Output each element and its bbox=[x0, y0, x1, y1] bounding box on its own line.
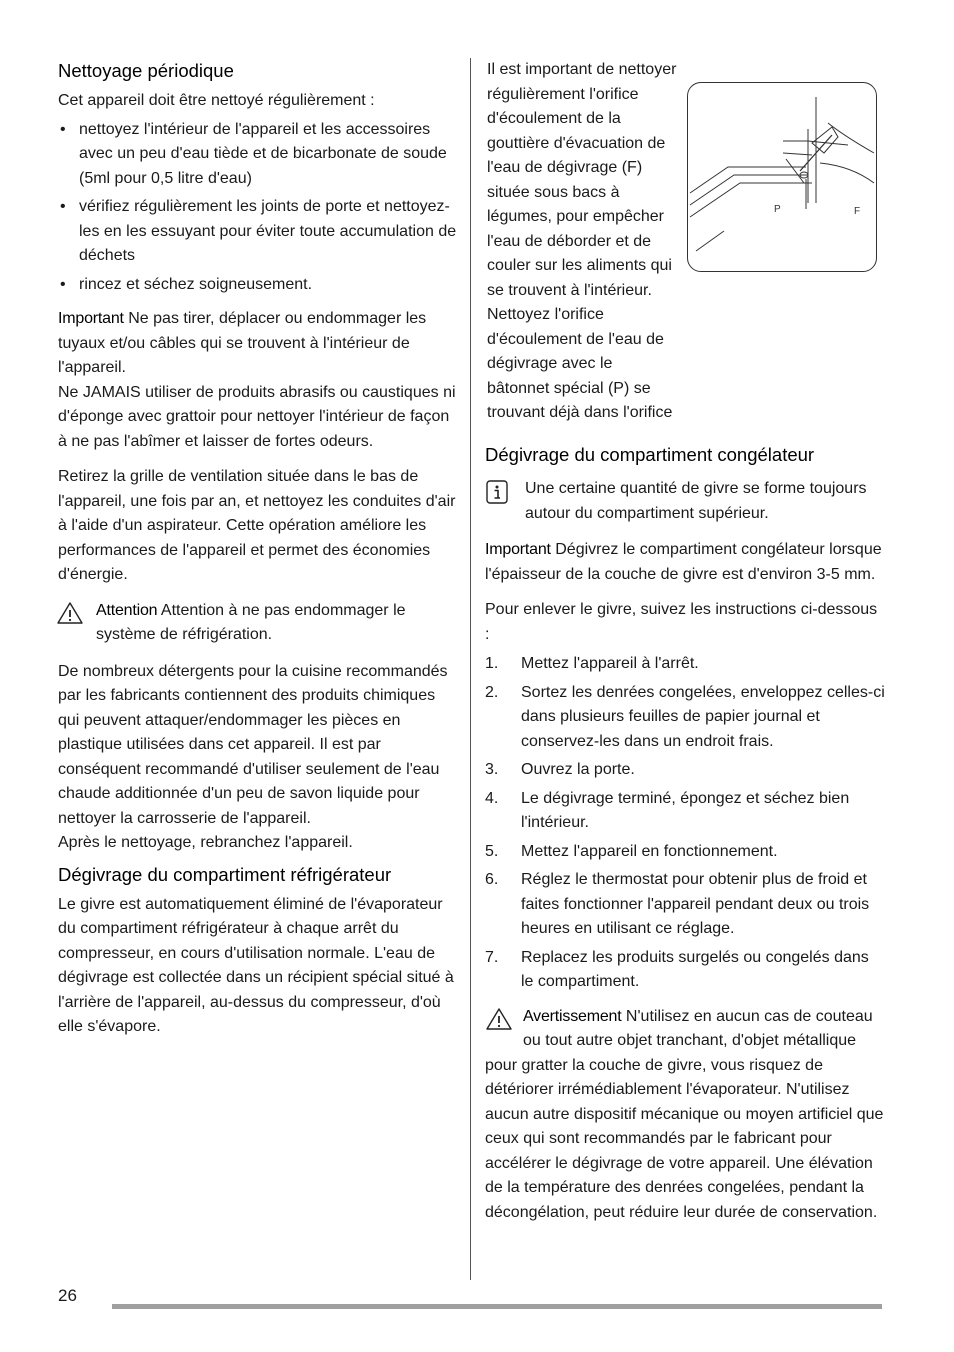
intro-text: Cet appareil doit être nettoyé régulièrement : bbox=[58, 92, 375, 109]
avertissement-note: Avertissement N'utilisez en aucun cas de couteau ou tout autre objet tranchant, d'objet métallique pour gratter la couche de givre, vous risquez de détériorer irrémédiablement l'évaporateur. N'utilisez aucun autre dispositif mécanique ou moyen artificiel que ceux qui sont recommandés par le fabricant pour accélérer le dégivrage de votre appareil. Une élévation de la température des denrées congelées, pendant la décongélation, peut réduire leur durée de conservation. bbox=[485, 1007, 884, 1221]
orifice-block bbox=[485, 58, 885, 428]
attention-note: Attention Attention à ne pas endommager le système de réfrigération. bbox=[56, 599, 458, 648]
page-number: 26 bbox=[58, 1286, 77, 1305]
avertissement-keyword: Avertissement bbox=[523, 1007, 622, 1025]
list-item: 5. Mettez l'appareil en fonctionnement. bbox=[485, 842, 778, 860]
list-item: 4. Le dégivrage terminé, épongez et séchez bien l'intérieur. bbox=[485, 789, 850, 831]
list-item: 2. Sortez les denrées congelées, enveloppez celles-ci dans plusieurs feuilles de papier journal et conservez-les dans un endroit frais. bbox=[485, 683, 885, 750]
important-note-freezer: Important Dégivrez le compartiment congélateur lorsque l'épaisseur de la couche de givre est d'environ 3-5 mm. bbox=[485, 541, 882, 583]
list-item: • rincez et séchez soigneusement. bbox=[60, 275, 313, 293]
section-title-degivrage-congelateur: Dégivrage du compartiment congélateur bbox=[485, 444, 815, 465]
apres-text: Après le nettoyage, rebranchez l'appareil. bbox=[58, 834, 353, 851]
label-p: P bbox=[774, 204, 781, 215]
grille-text: Retirez la grille de ventilation située dans le bas de l'appareil, une fois par an, et nettoyez les conduites d'air à l'aide d'un aspirateur. Cette opération améliore les performances de l'appareil et permet des économies d'énergie. bbox=[58, 468, 456, 583]
degivrage-refrigerateur-text: Le givre est automatiquement éliminé de l'évaporateur du compartiment réfrigérateur à chaque arrêt du compresseur, en cours d'utilisation normale. L'eau de dégivrage est collectée dans un récipient spécial situé à l'arrière de l'appareil, au-dessus du compresseur, d'où elle s'évapore. bbox=[58, 895, 454, 1035]
instructions-intro: Pour enlever le givre, suivez les instructions ci-dessous : bbox=[485, 601, 878, 643]
section-title-degivrage-refrigerateur: Dégivrage du compartiment réfrigérateur bbox=[58, 863, 392, 885]
important-keyword: Important bbox=[58, 310, 124, 327]
warning-icon bbox=[56, 601, 84, 634]
footer-bar bbox=[112, 1304, 882, 1309]
important-keyword: Important bbox=[485, 541, 551, 558]
orifice-text: Il est important de nettoyer régulièrement l'orifice d'écoulement de la gouttière d'évacuation de l'eau de dégivrage (F) située sous bacs à légumes, pour empêcher l'eau de déborder et de couler sur les aliments qui se trouvent à l'intérieur. Nettoyez l'orifice d'écoulement de l'eau de dégivrage avec le bâtonnet spécial (P) se trouvant déjà dans l'orifice bbox=[487, 61, 677, 421]
list-item: 3. Ouvrez la porte. bbox=[485, 761, 635, 778]
drain-illustration-drawing bbox=[688, 83, 876, 271]
list-item: 1. Mettez l'appareil à l'arrêt. bbox=[485, 655, 699, 672]
list-item: • vérifiez régulièrement les joints de porte et nettoyez-les en les essuyant pour éviter toute accumulation de déchets bbox=[60, 198, 457, 264]
list-item: • nettoyez l'intérieur de l'appareil et les accessoires avec un peu d'eau tiède et de bicarbonate de soude (5ml pour 0,5 litre d'eau) bbox=[60, 120, 447, 187]
right-column bbox=[485, 58, 885, 1237]
jamais-text: Ne JAMAIS utiliser de produits abrasifs ou caustiques ni d'éponge avec grattoir pour nettoyer l'intérieur de façon à ne pas l'abîmer et laisser de fortes odeurs. bbox=[58, 383, 456, 450]
list-item: 7. Replacez les produits surgelés ou congelés dans le compartiment. bbox=[485, 948, 869, 990]
detergents-text: De nombreux détergents pour la cuisine recommandés par les fabricants contiennent des produits chimiques qui peuvent attaquer/endommager les pièces en plastique utilisées dans cet appareil. Il est par conséquent recommandé d'utiliser seulement de l'eau chaude additionnée d'un peu de savon liquide pour nettoyer la carrosserie de l'appareil. bbox=[58, 662, 448, 827]
important-note: Important Ne pas tirer, déplacer ou endommager les tuyaux et/ou câbles qui se trouvent à l'intérieur de l'appareil. bbox=[58, 310, 427, 376]
column-divider bbox=[470, 58, 471, 1280]
drain-hole-illustration bbox=[687, 82, 877, 272]
left-column bbox=[58, 58, 458, 1051]
warning-icon bbox=[485, 1007, 513, 1040]
list-item: 6. Réglez le thermostat pour obtenir plus de froid et faites fonctionner l'appareil pendant deux ou trois heures en utilisant ce réglage. bbox=[485, 871, 870, 937]
attention-keyword: Attention bbox=[96, 601, 158, 619]
section-title-nettoyage: Nettoyage périodique bbox=[58, 60, 234, 81]
defrost-steps-list bbox=[485, 652, 885, 995]
info-icon bbox=[485, 479, 509, 514]
label-f: F bbox=[854, 206, 861, 217]
cleaning-bullet-list bbox=[58, 118, 458, 298]
info-note: Une certaine quantité de givre se forme toujours autour du compartiment supérieur. bbox=[485, 477, 885, 526]
